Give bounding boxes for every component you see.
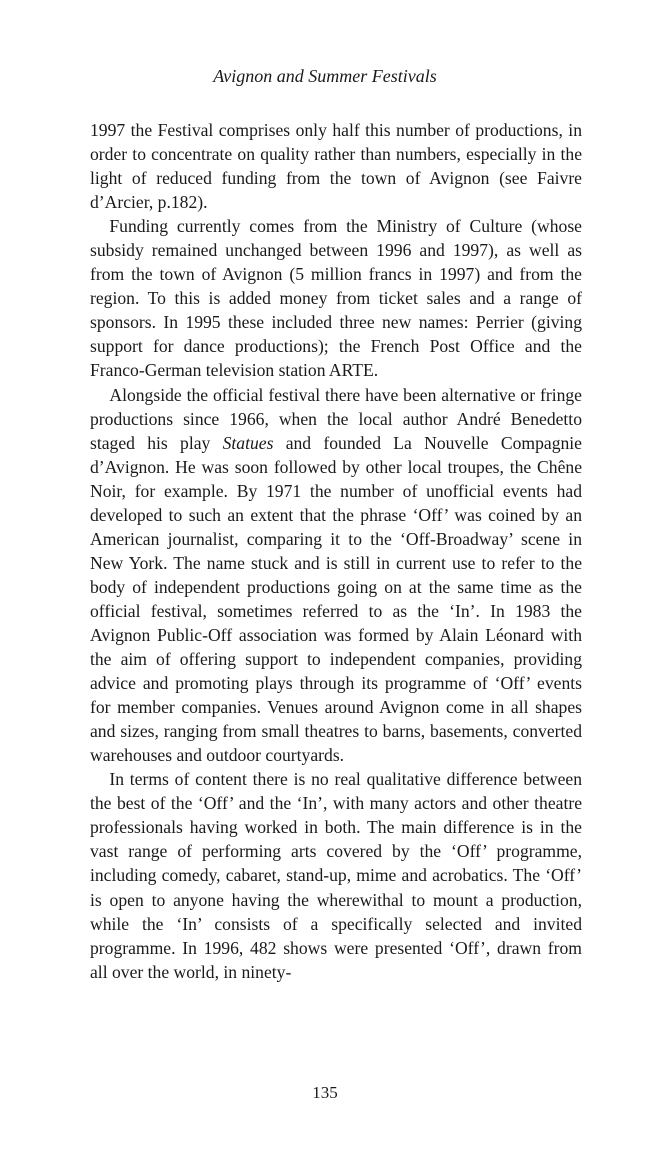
paragraph-1: 1997 the Festival comprises only half this number of productions, in order to concentrate on quality rather than numbers, especially in the light of reduced funding from the town of Avignon (see Faivre d’Arcier, p.182). <box>90 120 582 213</box>
paragraph-3-part-2: and founded La Nouvelle Compagnie d’Avignon. He was soon followed by other local troupes, the Chêne Noir, for example. By 1971 the number of unofficial events had developed to such an extent that the phrase ‘Off’ was coined by an American journalist, comparing it to the ‘Off-Broadway’ scene in New York. The name stuck and is still in current use to refer to the body of independent productions going on at the same time as the official festival, sometimes referred to as the ‘In’. In 1983 the Avignon Public-Off association was formed by Alain Léonard with the aim of offering support to independent companies, providing advice and promoting plays through its programme of ‘Off’ events for member companies. Venues around Avignon come in all shapes and sizes, ranging from small theatres to barns, basements, converted warehouses and outdoor courtyards. <box>90 432 582 766</box>
play-title-statues: Statues <box>222 432 274 453</box>
paragraph-3 <box>90 383 582 768</box>
body-text <box>90 118 582 984</box>
paragraph-2: Funding currently comes from the Ministry of Culture (whose subsidy remained unchanged between 1996 and 1997), as well as from the town of Avignon (5 million francs in 1997) and from the region. To this is added money from ticket sales and a range of sponsors. In 1995 these included three new names: Perrier (giving support for dance productions); the French Post Office and the Franco-German television station ARTE. <box>90 216 582 381</box>
paragraph-3-part-1: Alongside the official festival there have been alternative or fringe productions since 1966, when the local author André Benedetto staged his play <box>90 384 582 453</box>
paragraph-4: In terms of content there is no real qualitative difference between the best of the ‘Off’ and the ‘In’, with many actors and other theatre professionals having worked in both. The main difference is in the vast range of performing arts covered by the ‘Off’ programme, including comedy, cabaret, stand-up, mime and acrobatics. The ‘Off’ is open to anyone having the wherewithal to mount a production, while the ‘In’ consists of a specifically selected and invited programme. In 1996, 482 shows were presented ‘Off’, drawn from all over the world, in ninety- <box>90 769 582 982</box>
running-head: Avignon and Summer Festivals <box>213 66 437 86</box>
page-number: 135 <box>312 1083 338 1102</box>
